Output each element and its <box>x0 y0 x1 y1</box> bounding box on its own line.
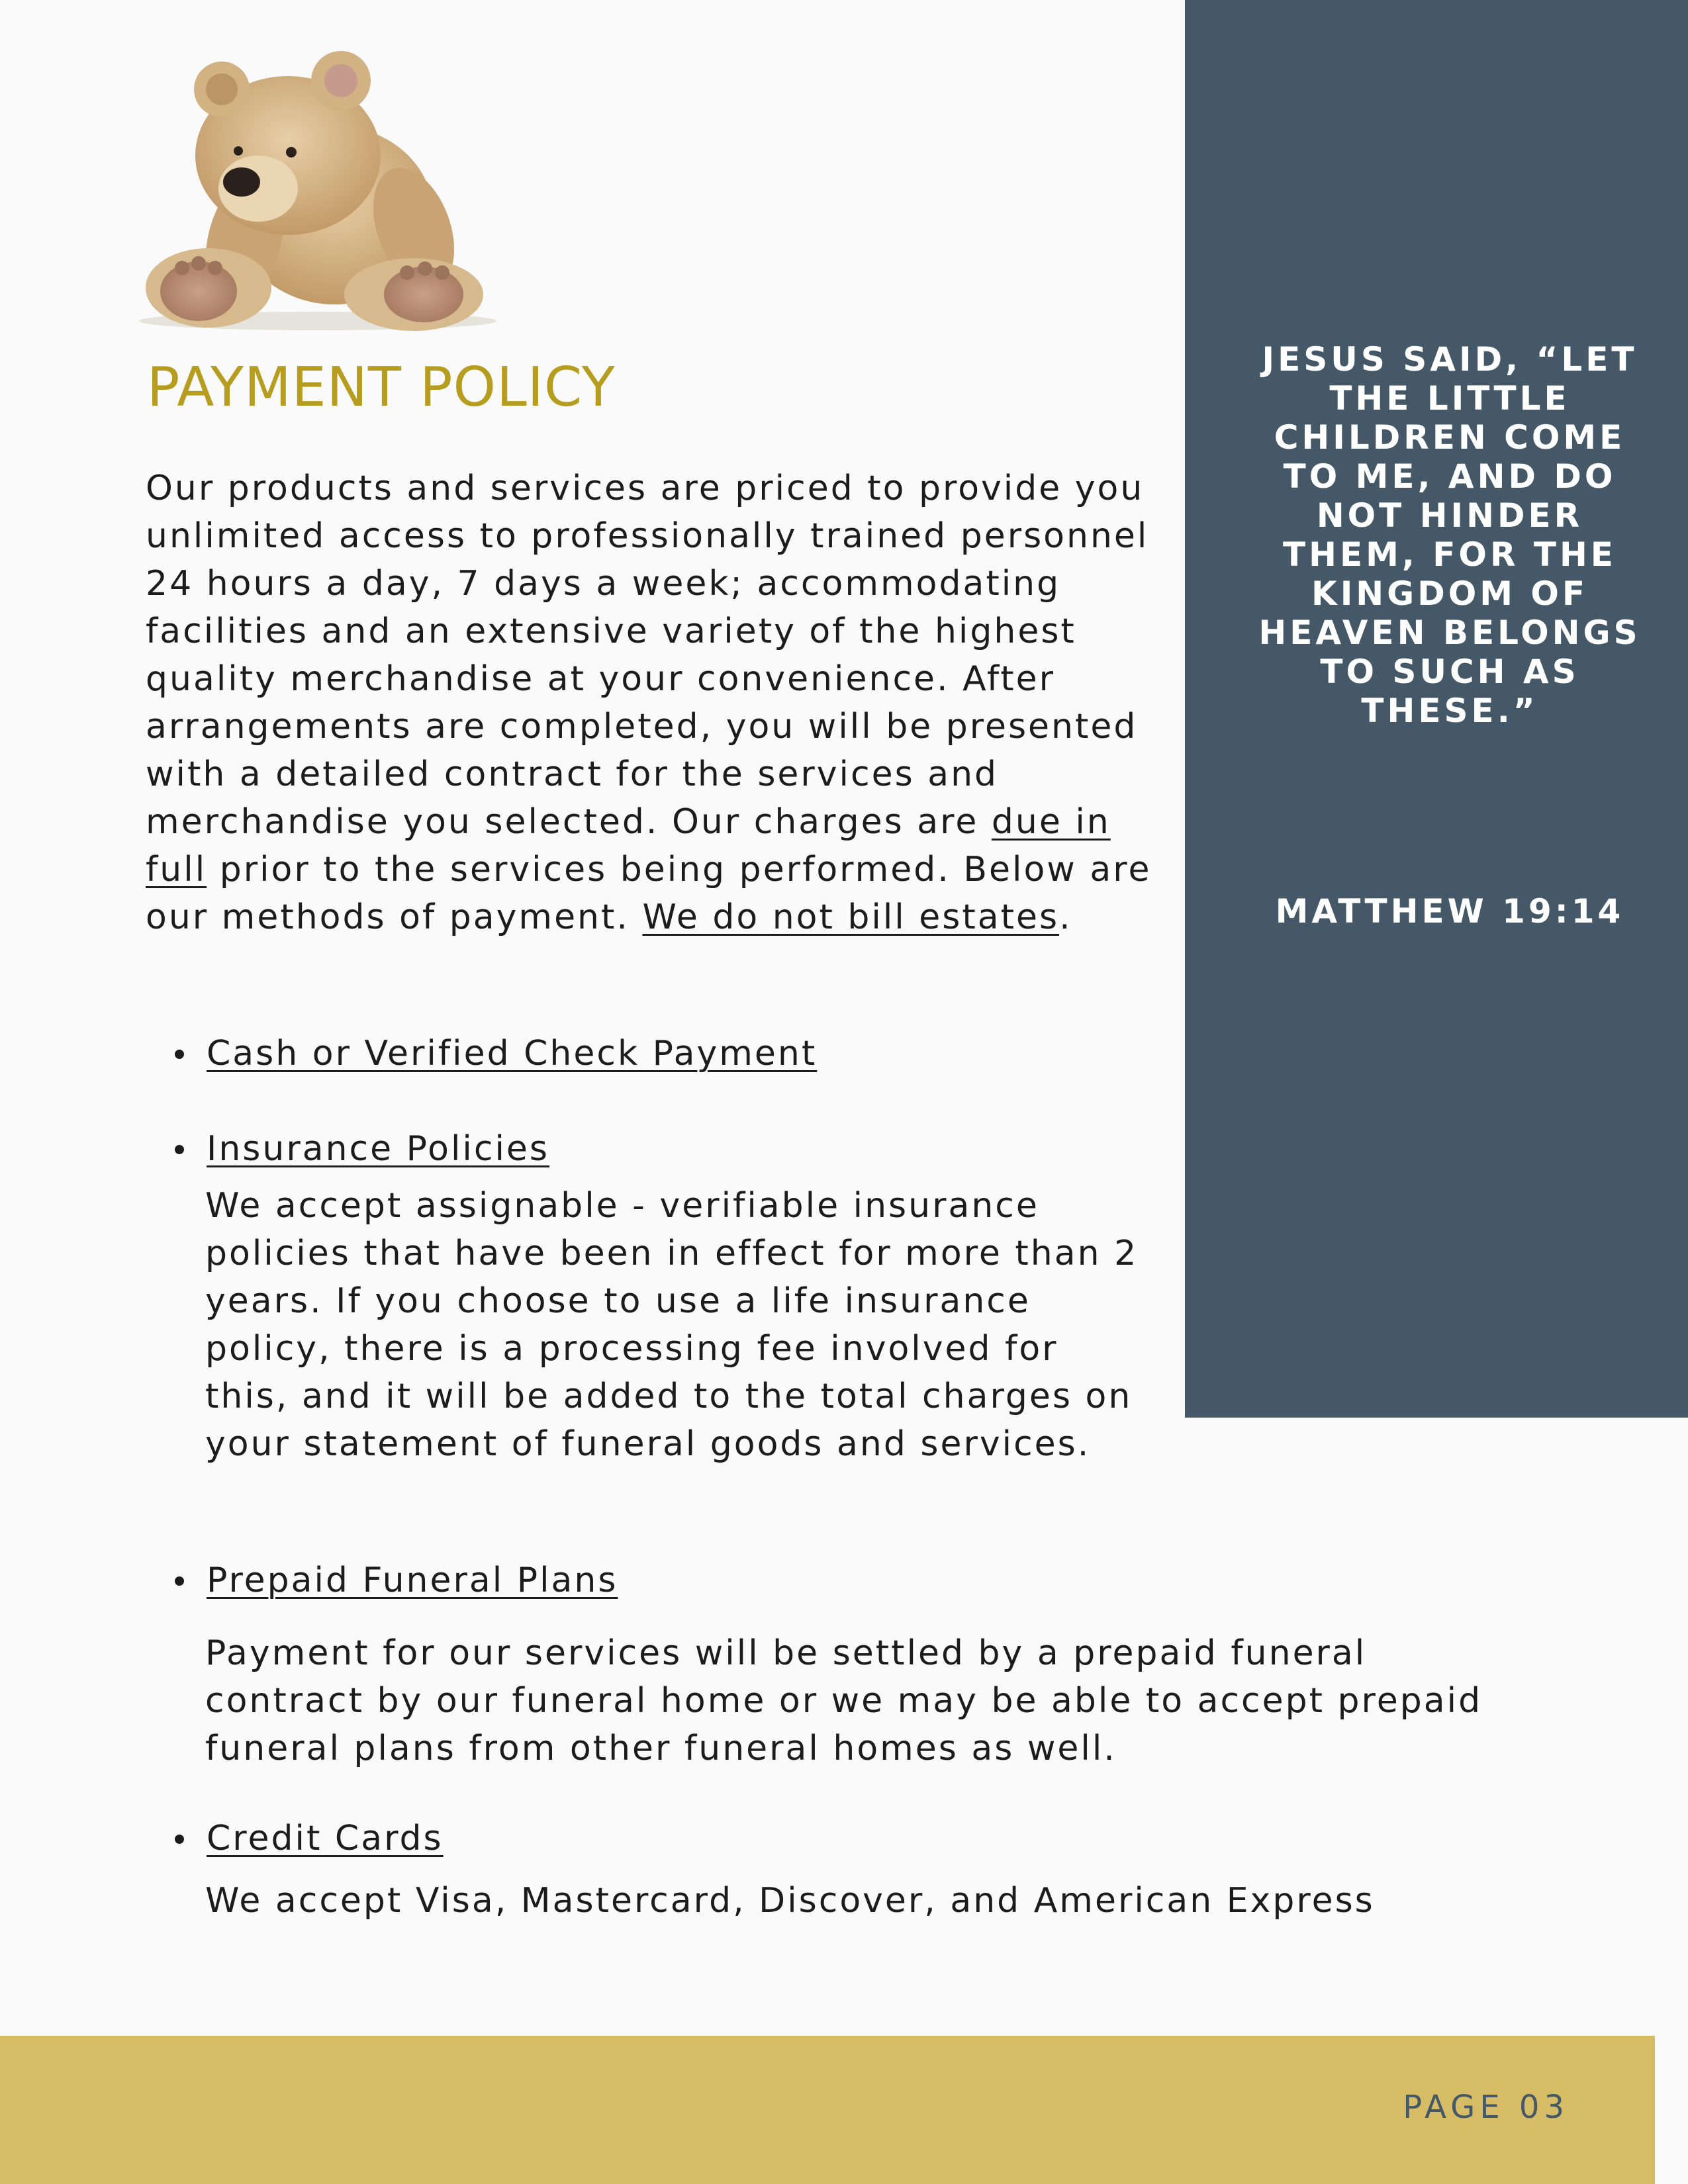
due-in-full-emphasis: due in full <box>146 802 1111 889</box>
page-number: PAGE 03 <box>1403 2089 1569 2126</box>
scripture-quote: JESUS SAID, “LET THE LITTLE CHILDREN COME TO ME, AND DO NOT HINDER THEM, FOR THE KINGDOM OF HEAVEN BELONGS TO SUCH AS THESE.” <box>1258 340 1641 730</box>
bullet-icon <box>175 1576 184 1586</box>
method-title: Insurance Policies <box>207 1129 549 1169</box>
method-title: Credit Cards <box>207 1819 444 1858</box>
bullet-icon <box>175 1835 184 1844</box>
bullet-icon <box>175 1050 184 1059</box>
teddy-bear-image <box>119 40 516 331</box>
no-bill-estates-emphasis: We do not bill estates <box>642 897 1060 937</box>
page-title: PAYMENT POLICY <box>147 356 616 419</box>
scripture-reference: MATTHEW 19:14 <box>1275 892 1624 931</box>
method-title: Prepaid Funeral Plans <box>207 1561 618 1600</box>
method-credit-cards <box>207 1815 444 1862</box>
method-credit-cards-description: We accept Visa, Mastercard, Discover, and American Express <box>205 1881 1375 1921</box>
method-prepaid-description: Payment for our services will be settled by a prepaid funeral contract by our funeral home or we may be able to accept prepaid funeral plans from other funeral homes as well. <box>205 1633 1483 1768</box>
footer-band <box>0 2036 1655 2184</box>
intro-paragraph <box>146 465 1165 941</box>
bullet-icon <box>175 1145 184 1154</box>
method-title: Cash or Verified Check Payment <box>207 1034 818 1073</box>
intro-text-1: Our products and services are priced to provide you unlimited access to professionally trained personnel 24 hours a day, 7 days a week; accommodating facilities and an extensive variety of the highest quality merchandise at your convenience. After arrangements are completed, you will be presented with a detailed contract for the services and merchandise you selected. Our charges are <box>146 469 1149 842</box>
intro-text-end: . <box>1059 897 1072 937</box>
method-insurance-description: We accept assignable - verifiable insurance policies that have been in effect for more than 2 years. If you choose to use a life insurance policy, there is a processing fee involved for this, and it will be added to the total charges on your statement of funeral goods and services. <box>205 1186 1139 1464</box>
method-prepaid-plans <box>207 1557 618 1604</box>
intro-text-2: prior to the services being performed. Below are our methods of payment. <box>146 850 1152 937</box>
method-cash-check <box>207 1030 817 1077</box>
method-insurance-policies <box>207 1125 549 1173</box>
